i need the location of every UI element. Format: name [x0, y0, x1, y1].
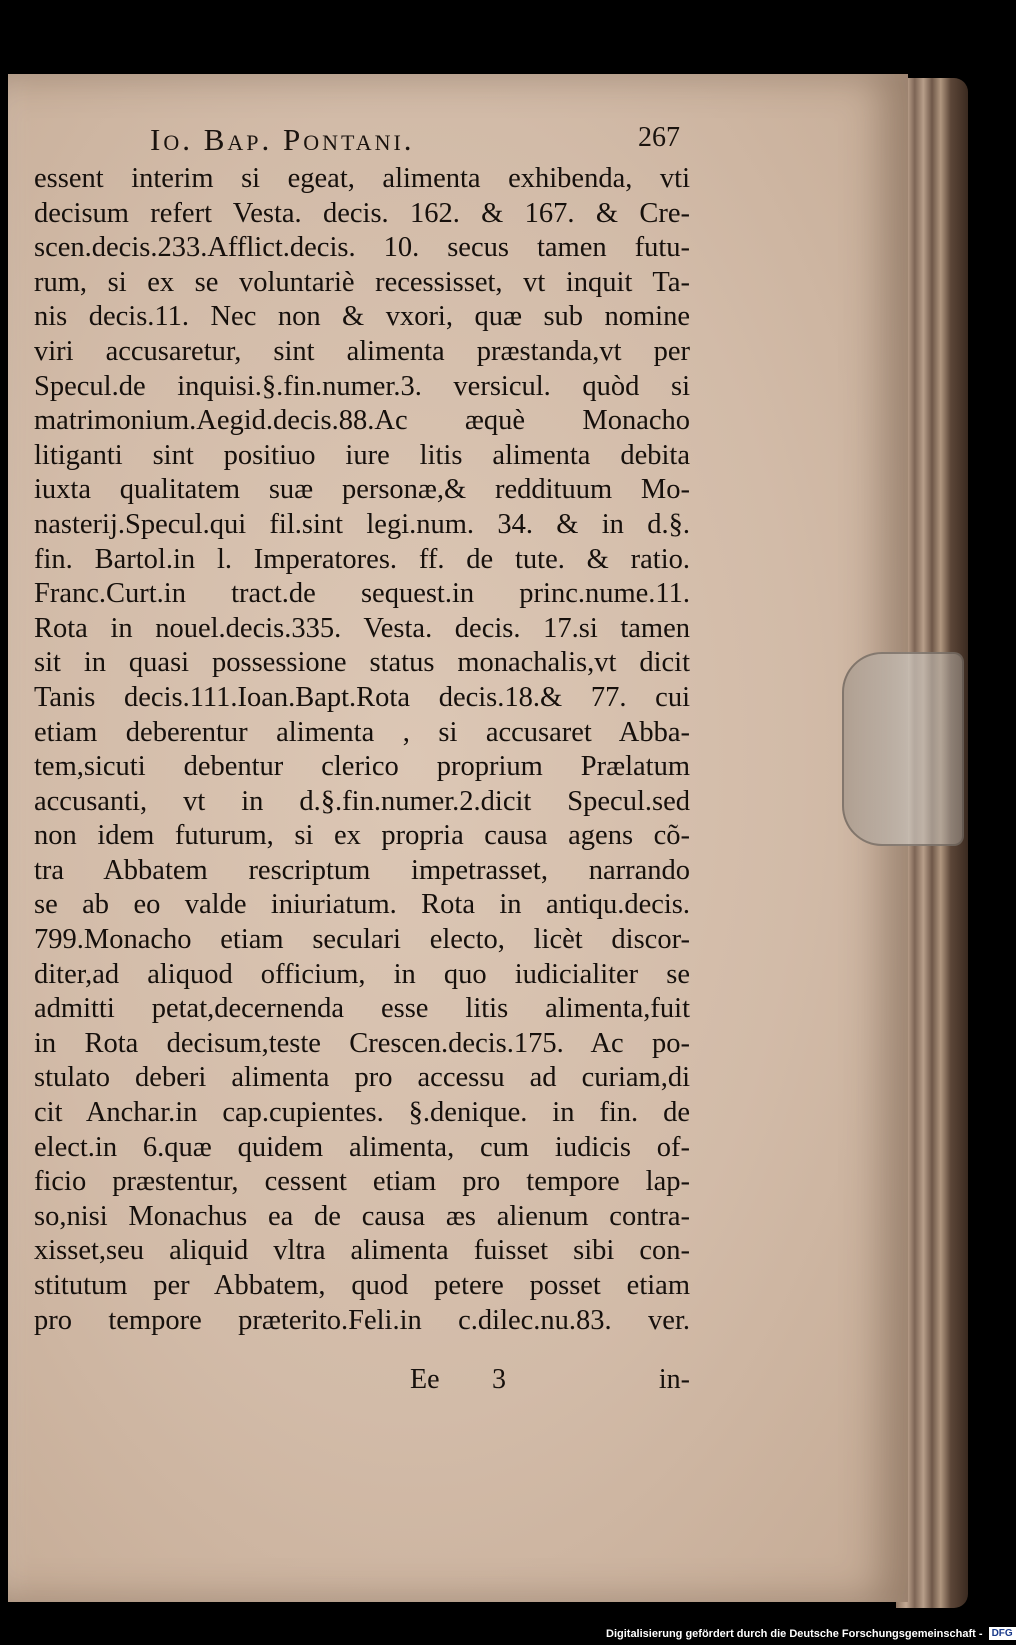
signature-number: 3: [492, 1364, 506, 1395]
text-line: matrimonium.Aegid.decis.88.Ac æquè Monacho: [34, 405, 690, 437]
text-line: rum, si ex se voluntariè recessisset, vt inquit Ta-: [34, 266, 690, 298]
text-line: decisum refert Vesta. decis. 162. & 167. & Cre-: [34, 197, 690, 229]
credit-text: Digitalisierung gefördert durch die Deutsche Forschungsgemeinschaft -: [606, 1628, 983, 1640]
text-line: elect.in 6.quæ quidem alimenta, cum iudicis of-: [34, 1131, 690, 1163]
text-line: fin. Bartol.in l. Imperatores. ff. de tute. & ratio.: [34, 543, 690, 575]
text-line: xisset,seu aliquid vltra alimenta fuisset sibi con-: [34, 1235, 690, 1267]
page-clip: [842, 652, 964, 846]
text-line: non idem futurum, si ex propria causa agens cõ-: [34, 820, 690, 852]
signature-mark: Ee: [410, 1364, 440, 1395]
text-line: in Rota decisum,teste Crescen.decis.175. Ac po-: [34, 1027, 690, 1059]
text-line: viri accusaretur, sint alimenta præstanda,vt per: [34, 335, 690, 367]
text-line: 799.Monacho etiam seculari electo, licèt discor-: [34, 924, 690, 956]
text-line: admitti petat,decernenda esse litis alimenta,fuit: [34, 993, 690, 1025]
text-line: pro tempore præterito.Feli.in c.dilec.nu.83. ver.: [34, 1304, 690, 1336]
page-number: 267: [638, 122, 680, 153]
text-line: nis decis.11. Nec non & vxori, quæ sub nomine: [34, 301, 690, 333]
text-line: Rota in nouel.decis.335. Vesta. decis. 17.si tamen: [34, 612, 690, 644]
text-line: tem,sicuti debentur clerico proprium Prælatum: [34, 751, 690, 783]
text-line: sit in quasi possessione status monachalis,vt dicit: [34, 647, 690, 679]
text-line: iuxta qualitatem suæ personæ,& reddituum Mo-: [34, 474, 690, 506]
text-line: diter,ad aliquod officium, in quo iudicialiter se: [34, 958, 690, 990]
catchword: in-: [658, 1364, 690, 1395]
body-text: [34, 162, 690, 1338]
text-line: tra Abbatem rescriptum impetrasset, narrando: [34, 854, 690, 886]
text-line: accusanti, vt in d.§.fin.numer.2.dicit Specul.sed: [34, 785, 690, 817]
text-line: ficio præstentur, cessent etiam pro tempore lap-: [34, 1166, 690, 1198]
text-line: etiam deberentur alimenta , si accusaret Abba-: [34, 716, 690, 748]
text-line: Tanis decis.111.Ioan.Bapt.Rota decis.18.& 77. cui: [34, 681, 690, 713]
text-line: stulato deberi alimenta pro accessu ad curiam,di: [34, 1062, 690, 1094]
running-head: Io. Bap. Pontani.: [150, 122, 415, 157]
page-footer: [410, 1364, 690, 1400]
text-line: scen.decis.233.Afflict.decis. 10. secus tamen futu-: [34, 232, 690, 264]
text-line: essent interim si egeat, alimenta exhibenda, vti: [34, 163, 690, 194]
text-line: so,nisi Monachus ea de causa æs alienum contra-: [34, 1200, 690, 1232]
dfg-logo: DFG: [989, 1627, 1016, 1640]
text-line: litiganti sint positiuo iure litis alimenta debita: [34, 439, 690, 471]
text-line: nasterij.Specul.qui fil.sint legi.num. 34. & in d.§.: [34, 508, 690, 540]
text-line: cit Anchar.in cap.cupientes. §.denique. in fin. de: [34, 1097, 690, 1129]
text-line: se ab eo valde iniuriatum. Rota in antiqu.decis.: [34, 889, 690, 921]
text-line: Specul.de inquisi.§.fin.numer.3. versicul. quòd si: [34, 370, 690, 402]
text-line: stitutum per Abbatem, quod petere posset etiam: [34, 1270, 690, 1301]
text-line: Franc.Curt.in tract.de sequest.in princ.nume.11.: [34, 578, 690, 610]
digitization-credit: [606, 1626, 1013, 1642]
